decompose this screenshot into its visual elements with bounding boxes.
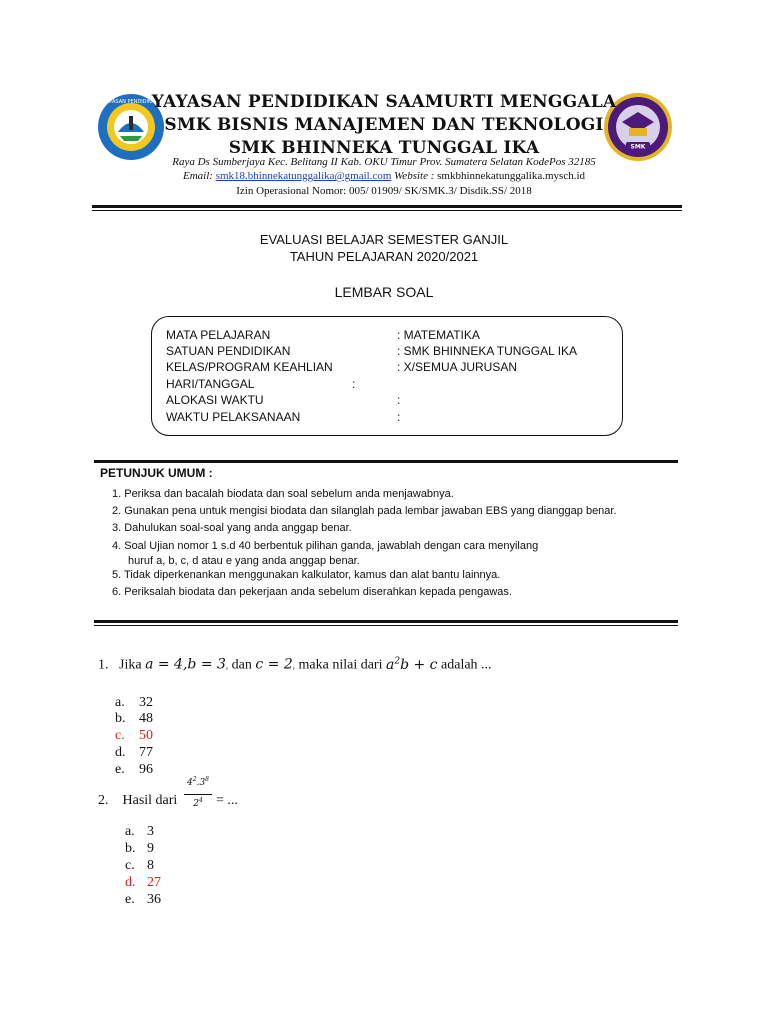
exam-title-2: TAHUN PELAJARAN 2020/2021 xyxy=(289,249,479,264)
svg-text:SMK: SMK xyxy=(630,143,646,151)
info-value-hari: : xyxy=(352,377,356,391)
q1-expr-a2 xyxy=(386,657,438,673)
contact-line xyxy=(0,170,768,182)
question-1 xyxy=(98,656,492,674)
header-divider-thin xyxy=(92,210,682,211)
q1-option-d-letter: d. xyxy=(115,745,126,760)
q2-option-e[interactable] xyxy=(125,892,161,908)
q2-num-exp1: 2 xyxy=(192,776,197,783)
question-1-adalah: adalah ... xyxy=(441,657,492,673)
q2-num-base2: 3 xyxy=(199,778,206,788)
question-1-maka: maka nilai dari xyxy=(298,657,383,673)
q1-expr-c: c = 2 xyxy=(255,656,293,673)
q1-option-e[interactable] xyxy=(115,762,153,778)
q2-fraction-bar xyxy=(184,794,212,795)
petunjuk-item-4-cont: huruf a, b, c, d atau e yang anda anggap benar. xyxy=(128,555,360,567)
q2-option-a-value: 3 xyxy=(147,824,154,839)
q2-option-b[interactable] xyxy=(125,841,154,857)
header-divider-thick xyxy=(92,205,682,208)
petunjuk-divider-top xyxy=(94,460,678,463)
info-label-hari: HARI/TANGGAL xyxy=(166,377,255,391)
q2-num-base1: 4 xyxy=(187,778,193,788)
info-label-waktu: WAKTU PELAKSANAAN xyxy=(166,410,301,424)
q1-expr-rest: b + c xyxy=(400,656,438,673)
question-1-dan: dan xyxy=(231,657,252,673)
question-2 xyxy=(98,793,177,809)
address: Raya Ds Sumberjaya Kec. Belitang II Kab. OKU Timur Prov. Sumatera Selatan KodePos 32185 xyxy=(172,156,596,168)
q1-option-a-letter: a. xyxy=(115,695,125,710)
q1-comma-small-2: , xyxy=(292,660,296,671)
info-value-alokasi: : xyxy=(397,393,401,407)
q1-option-b-value: 48 xyxy=(139,711,153,726)
email-link[interactable]: smk18.bhinnekatunggalika@gmail.com xyxy=(215,170,392,182)
svg-text:YAYASAN PENDIDIKAN: YAYASAN PENDIDIKAN xyxy=(103,99,159,105)
exam-title-1: EVALUASI BELAJAR SEMESTER GANJIL xyxy=(259,232,509,247)
q2-fraction-numerator xyxy=(182,776,214,788)
q2-fraction-denominator xyxy=(182,797,214,809)
q1-expr-b: b = 3 xyxy=(187,656,226,673)
info-value-kelas: : X/SEMUA JURUSAN xyxy=(397,360,518,374)
q2-option-e-letter: e. xyxy=(125,892,135,907)
info-label-satuan: SATUAN PENDIDIKAN xyxy=(166,344,291,358)
q1-expr-a: a = 4 xyxy=(145,656,183,673)
petunjuk-item-3: 3. Dahulukan soal-soal yang anda anggap benar. xyxy=(112,522,352,534)
q1-comma: , xyxy=(182,656,188,673)
q1-option-a[interactable] xyxy=(115,695,153,711)
q2-option-b-value: 9 xyxy=(147,841,154,856)
question-1-number: 1. xyxy=(98,657,109,673)
q1-comma-small-1: , xyxy=(225,660,229,671)
q1-option-e-value: 96 xyxy=(139,762,153,777)
q1-option-c-letter: c. xyxy=(115,728,125,743)
q1-option-e-letter: e. xyxy=(115,762,125,777)
q2-option-c-value: 8 xyxy=(147,858,154,873)
q2-num-dot: . xyxy=(196,778,200,788)
org-line-3: SMK BHINNEKA TUNGGAL IKA xyxy=(228,138,540,158)
q1-option-d[interactable] xyxy=(115,745,153,761)
q2-num-exp2: 8 xyxy=(205,776,209,783)
question-2-number: 2. xyxy=(98,793,109,808)
petunjuk-item-5: 5. Tidak diperkenankan menggunakan kalkulator, kamus dan alat bantu lainnya. xyxy=(112,569,501,581)
info-label-alokasi: ALOKASI WAKTU xyxy=(166,393,264,407)
info-value-waktu: : xyxy=(397,410,401,424)
website-label: Website : xyxy=(394,170,435,182)
org-line-1: YAYASAN PENDIDIKAN SAAMURTI MENGGALA xyxy=(151,92,617,112)
sheet-title: LEMBAR SOAL xyxy=(334,284,434,300)
q1-option-b[interactable] xyxy=(115,711,153,727)
izin-line: Izin Operasional Nomor: 005/ 01909/ SK/SMK.3/ Disdik.SS/ 2018 xyxy=(236,185,532,197)
q1-option-d-value: 77 xyxy=(139,745,153,760)
q1-expr-a2-exp: 2 xyxy=(394,656,401,666)
website-text: smkbhinnekatunggalika.mysch.id xyxy=(437,170,586,182)
q2-option-c[interactable] xyxy=(125,858,154,874)
petunjuk-title: PETUNJUK UMUM : xyxy=(100,466,213,480)
email-label: Email: xyxy=(182,170,213,182)
petunjuk-item-1: 1. Periksa dan bacalah biodata dan soal sebelum anda menjawabnya. xyxy=(112,488,454,500)
info-value-satuan: : SMK BHINNEKA TUNGGAL IKA xyxy=(397,344,578,358)
q2-option-d-value: 27 xyxy=(147,875,161,890)
question-2-text: Hasil dari xyxy=(122,793,178,808)
org-line-2: SMK BISNIS MANAJEMEN DAN TEKNOLOGI xyxy=(164,115,604,135)
petunjuk-item-4: 4. Soal Ujian nomor 1 s.d 40 berbentuk pilihan ganda, jawablah dengan cara menyilang xyxy=(112,540,539,552)
question-1-jika: Jika xyxy=(119,657,142,673)
q1-option-c-correct[interactable] xyxy=(115,728,153,744)
q1-option-c-value: 50 xyxy=(139,728,153,743)
info-value-mapel: : MATEMATIKA xyxy=(397,328,480,342)
info-label-kelas: KELAS/PROGRAM KEAHLIAN xyxy=(166,360,333,374)
q2-equals: = ... xyxy=(216,793,238,808)
petunjuk-divider-bottom xyxy=(94,620,678,623)
q1-option-a-value: 32 xyxy=(139,695,153,710)
q2-den-base: 2 xyxy=(193,799,199,809)
q2-option-a-letter: a. xyxy=(125,824,135,839)
petunjuk-item-2: 2. Gunakan pena untuk mengisi biodata dan silanglah pada lembar jawaban EBS yang dianggap benar. xyxy=(112,505,617,517)
q1-option-b-letter: b. xyxy=(115,711,126,726)
q2-option-d-letter: d. xyxy=(125,875,136,890)
q2-den-exp: 4 xyxy=(198,797,203,804)
info-label-mapel: MATA PELAJARAN xyxy=(166,328,271,342)
petunjuk-item-6: 6. Periksalah biodata dan pekerjaan anda sebelum diserahkan kepada pengawas. xyxy=(112,586,512,598)
q2-option-a[interactable] xyxy=(125,824,154,840)
q2-option-b-letter: b. xyxy=(125,841,136,856)
q2-option-c-letter: c. xyxy=(125,858,135,873)
q2-option-d-correct[interactable] xyxy=(125,875,161,891)
q1-expr-a2-base: a xyxy=(385,656,395,673)
q2-option-e-value: 36 xyxy=(147,892,161,907)
petunjuk-divider-bottom-thin xyxy=(94,625,678,626)
